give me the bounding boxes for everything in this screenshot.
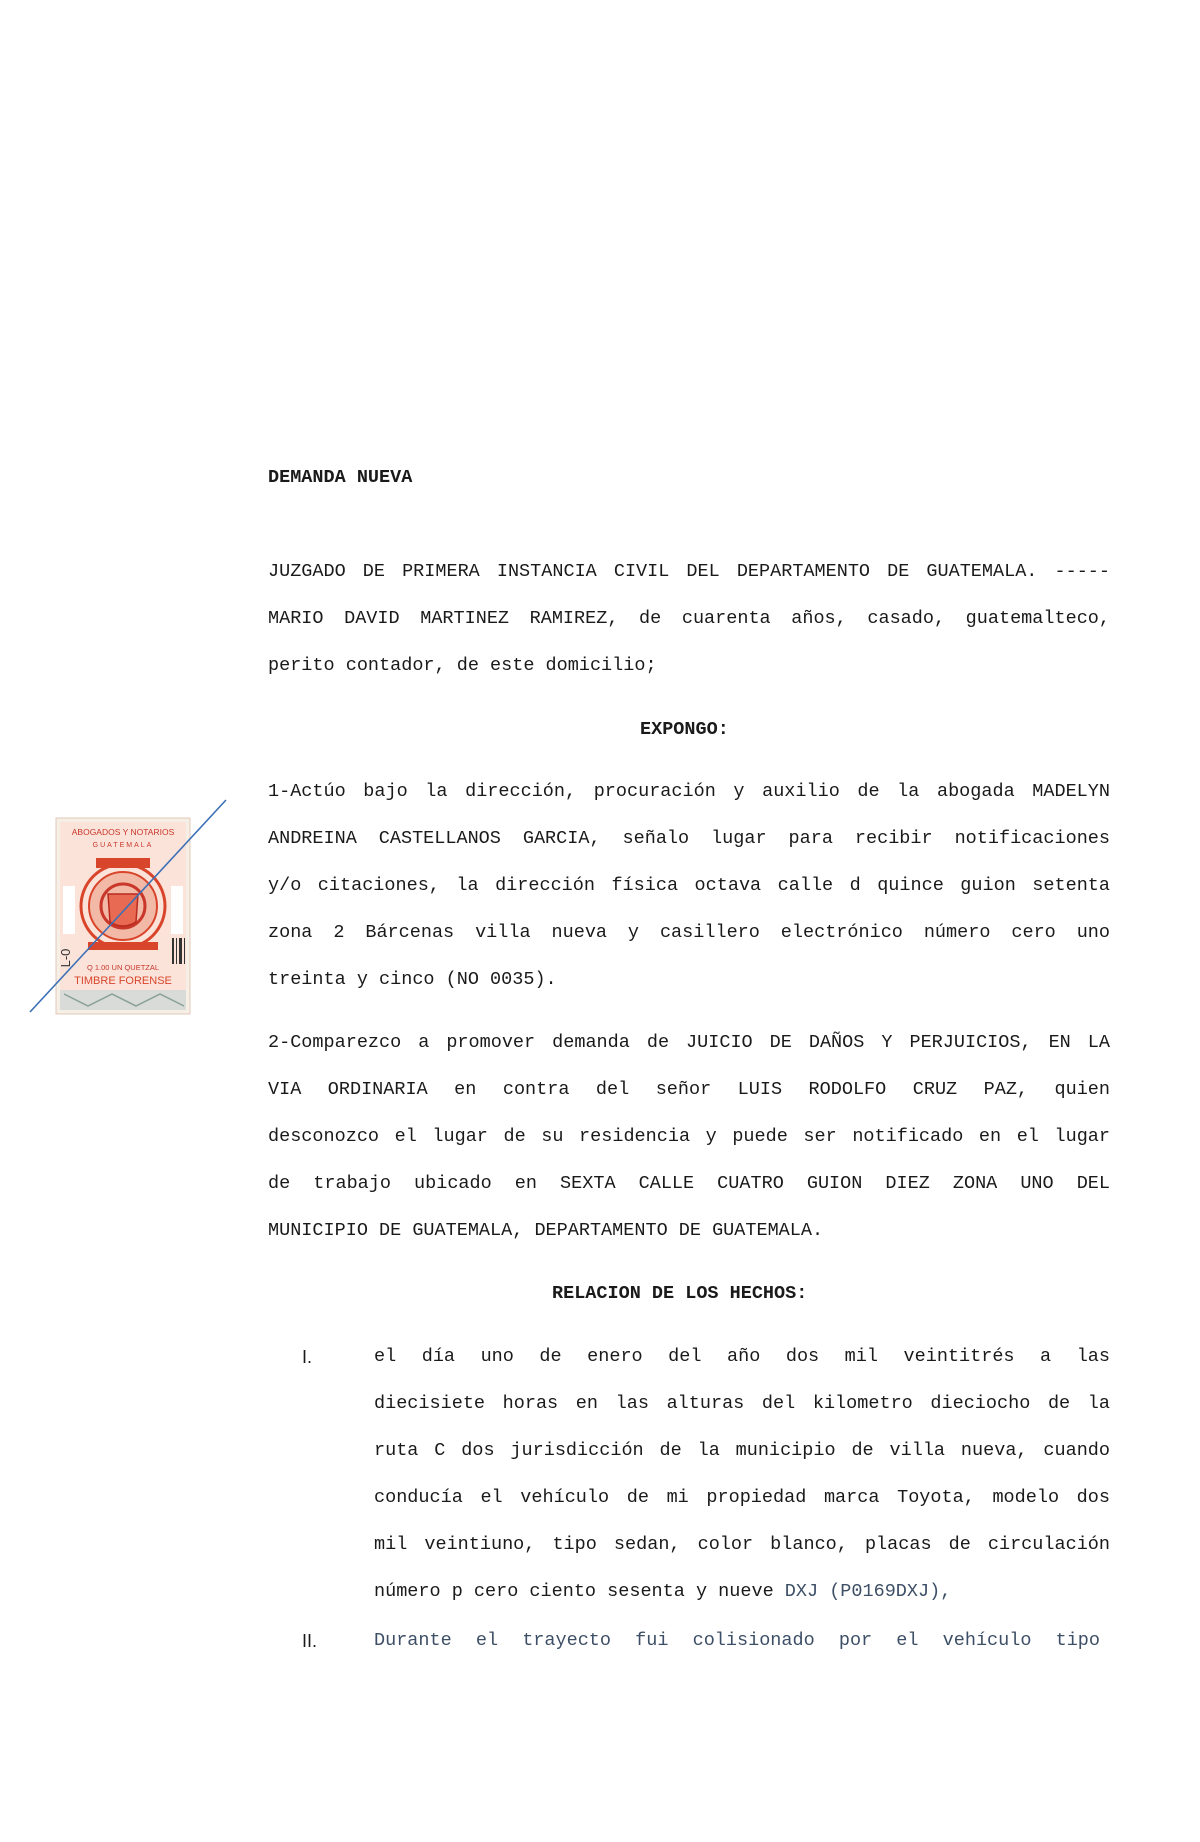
hechos-heading: RELACION DE LOS HECHOS: [552, 1283, 808, 1304]
para2-line: VIA ORDINARIA en contra del señor LUIS RODOLFO CRUZ PAZ, quien [268, 1079, 1110, 1100]
para1-line: ANDREINA CASTELLANOS GARCIA, señalo lugar para recibir notificaciones [268, 828, 1110, 849]
item1-plate-text: DXJ (P0169DXJ), [784, 1581, 952, 1602]
item1-last-line [374, 1580, 1110, 1604]
stamp-side-text: L-0 [58, 948, 73, 968]
para1-line: 1-Actúo bajo la dirección, procuración y auxilio de la abogada MADELYN [268, 781, 1110, 802]
stamp-white-strip [63, 886, 75, 934]
timbre-forense-stamp [28, 798, 228, 1018]
item1-line: mil veintiuno, tipo sedan, color blanco, placas de circulación [374, 1534, 1110, 1555]
para1-line: zona 2 Bárcenas villa nueva y casillero electrónico número cero uno [268, 922, 1110, 943]
item1-line: conducía el vehículo de mi propiedad marca Toyota, modelo dos [374, 1487, 1110, 1508]
item1-line: ruta C dos jurisdicción de la municipio de villa nueva, cuando [374, 1440, 1110, 1461]
para2-line: desconozco el lugar de su residencia y puede ser notificado en el lugar [268, 1126, 1110, 1147]
document-heading: DEMANDA NUEVA [268, 467, 413, 488]
court-line: JUZGADO DE PRIMERA INSTANCIA CIVIL DEL DEPARTAMENTO DE GUATEMALA. ----- [268, 561, 1110, 582]
stamp-white-strip [171, 886, 183, 934]
intro-line: perito contador, de este domicilio; [268, 655, 657, 676]
item-numeral: I. [302, 1347, 313, 1367]
expongo-heading: EXPONGO: [640, 719, 729, 740]
item-numeral: II. [302, 1631, 318, 1651]
para2-line: MUNICIPIO DE GUATEMALA, DEPARTAMENTO DE GUATEMALA. [268, 1220, 824, 1241]
item1-line: diecisiete horas en las alturas del kilometro dieciocho de la [374, 1393, 1110, 1414]
item1-last-text: número p cero ciento sesenta y nueve [374, 1581, 785, 1602]
stamp-value-text: Q 1.00 UN QUETZAL [86, 963, 160, 972]
para1-line: y/o citaciones, la dirección física octava calle d quince guion setenta [268, 875, 1110, 896]
stamp-bottom-text: TIMBRE FORENSE [74, 975, 172, 987]
stamp-sub-text: GUATEMALA [92, 842, 154, 849]
item2-line: Durante el trayecto fui colisionado por el vehículo tipo [374, 1630, 1100, 1651]
stamp-top-text: ABOGADOS Y NOTARIOS [71, 827, 175, 837]
item1-line: el día uno de enero del año dos mil veintitrés a las [374, 1346, 1110, 1367]
para1-line: treinta y cinco (NO 0035). [268, 969, 557, 990]
para2-line: de trabajo ubicado en SEXTA CALLE CUATRO GUION DIEZ ZONA UNO DEL [268, 1173, 1110, 1194]
intro-line: MARIO DAVID MARTINEZ RAMIREZ, de cuarenta años, casado, guatemalteco, [268, 608, 1110, 629]
para2-line: 2-Comparezco a promover demanda de JUICIO DE DAÑOS Y PERJUICIOS, EN LA [268, 1032, 1110, 1053]
